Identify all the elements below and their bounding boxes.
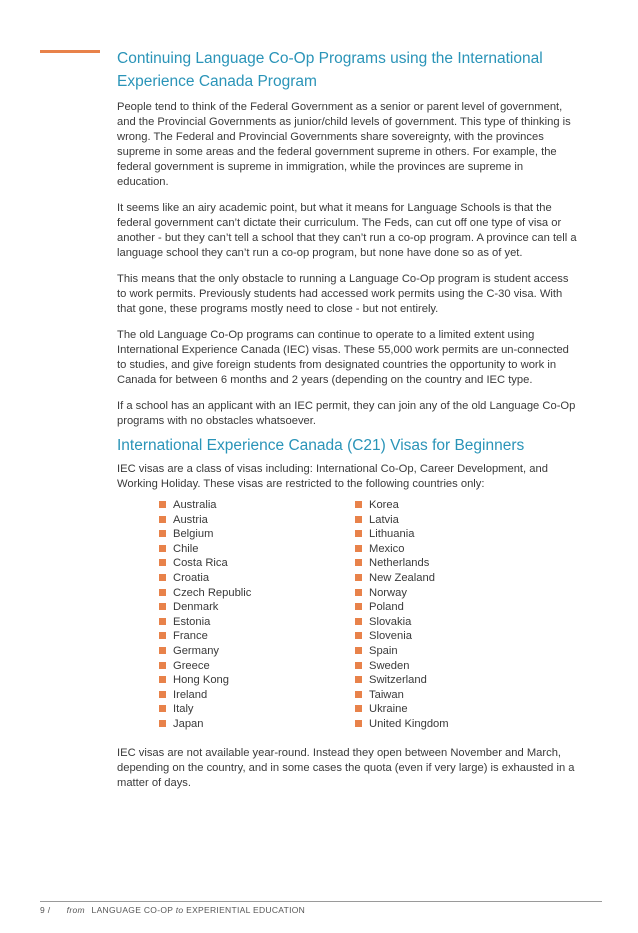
square-bullet-icon bbox=[159, 720, 166, 727]
square-bullet-icon bbox=[355, 501, 362, 508]
country-name: Czech Republic bbox=[173, 586, 252, 599]
country-name: Poland bbox=[369, 601, 404, 614]
paragraph: People tend to think of the Federal Government as a senior or parent level of government, and the Provincial Governments as junior/child levels of government. This type of thinking is wrong. The Federal and Provincial Governments share sovereignty, with the provinces supreme in some areas and the federal government supreme in others. For example, the federal government is supreme in immigration, while the provinces are supreme in education. bbox=[117, 101, 571, 188]
country-item bbox=[159, 498, 355, 513]
footer-to: to bbox=[175, 905, 184, 915]
square-bullet-icon bbox=[355, 559, 362, 566]
country-name: Taiwan bbox=[369, 688, 404, 701]
country-item bbox=[355, 644, 551, 659]
country-item bbox=[355, 673, 551, 688]
square-bullet-icon bbox=[355, 632, 362, 639]
country-item bbox=[355, 688, 551, 703]
square-bullet-icon bbox=[355, 705, 362, 712]
paragraph: If a school has an applicant with an IEC permit, they can join any of the old Language Co-Op programs with no obstacles whatsoever. bbox=[117, 400, 576, 427]
square-bullet-icon bbox=[159, 618, 166, 625]
paragraph: IEC visas are not available year-round. Instead they open between November and March, depending on the country, and in some cases the quota (even if very large) is exhausted in a matter of days. bbox=[117, 746, 575, 789]
section-heading-coop: Continuing Language Co-Op Programs using the International Experience Canada Program bbox=[117, 50, 543, 90]
square-bullet-icon bbox=[355, 662, 362, 669]
square-bullet-icon bbox=[355, 618, 362, 625]
country-name: Ireland bbox=[173, 688, 208, 701]
square-bullet-icon bbox=[159, 574, 166, 581]
country-item bbox=[159, 659, 355, 674]
country-item bbox=[159, 600, 355, 615]
country-column-left bbox=[159, 498, 355, 732]
square-bullet-icon bbox=[159, 530, 166, 537]
country-item bbox=[355, 513, 551, 528]
country-item bbox=[159, 527, 355, 542]
country-item bbox=[159, 615, 355, 630]
square-bullet-icon bbox=[355, 530, 362, 537]
country-name: Hong Kong bbox=[173, 674, 229, 687]
square-bullet-icon bbox=[159, 691, 166, 698]
country-item bbox=[159, 688, 355, 703]
country-name: Norway bbox=[369, 586, 407, 599]
country-name: Italy bbox=[173, 703, 194, 716]
country-item bbox=[159, 571, 355, 586]
country-name: Belgium bbox=[173, 528, 214, 541]
square-bullet-icon bbox=[355, 603, 362, 610]
country-item bbox=[355, 629, 551, 644]
square-bullet-icon bbox=[159, 647, 166, 654]
country-name: Switzerland bbox=[369, 674, 427, 687]
footer-from: from bbox=[66, 905, 85, 915]
country-item bbox=[159, 717, 355, 732]
page-number: 9 / bbox=[40, 905, 51, 915]
square-bullet-icon bbox=[355, 516, 362, 523]
country-name: Australia bbox=[173, 499, 217, 511]
section-heading-iec: International Experience Canada (C21) Visas for Beginners bbox=[117, 437, 525, 454]
country-name: Netherlands bbox=[369, 557, 430, 570]
square-bullet-icon bbox=[159, 676, 166, 683]
country-name: Denmark bbox=[173, 601, 219, 614]
paragraph: IEC visas are a class of visas including: International Co-Op, Career Development, and Working Holiday. These visas are restricted to the following countries only: bbox=[117, 463, 548, 490]
country-item bbox=[355, 498, 551, 513]
footer-title-part2: EXPERIENTIAL EDUCATION bbox=[186, 905, 306, 915]
country-name: United Kingdom bbox=[369, 717, 449, 730]
country-name: Latvia bbox=[369, 513, 399, 526]
square-bullet-icon bbox=[159, 545, 166, 552]
country-item bbox=[159, 673, 355, 688]
country-name: Chile bbox=[173, 542, 199, 555]
square-bullet-icon bbox=[355, 676, 362, 683]
country-item bbox=[355, 659, 551, 674]
paragraph: The old Language Co-Op programs can continue to operate to a limited extent using International Experience Canada (IEC) visas. These 55,000 work permits are un-connected to studies, and give foreign students from designated countries the opportunity to work in Canada for between 6 months and 2 years (depending on the country and IEC type. bbox=[117, 329, 569, 386]
country-item bbox=[159, 556, 355, 571]
square-bullet-icon bbox=[355, 720, 362, 727]
square-bullet-icon bbox=[159, 501, 166, 508]
country-item bbox=[355, 702, 551, 717]
accent-rule bbox=[40, 50, 100, 53]
footer-divider bbox=[40, 901, 602, 902]
country-list bbox=[159, 498, 577, 732]
country-name: Slovakia bbox=[369, 615, 412, 628]
square-bullet-icon bbox=[159, 705, 166, 712]
square-bullet-icon bbox=[159, 559, 166, 566]
square-bullet-icon bbox=[159, 603, 166, 610]
country-name: France bbox=[173, 630, 208, 643]
square-bullet-icon bbox=[355, 691, 362, 698]
square-bullet-icon bbox=[355, 574, 362, 581]
country-name: Japan bbox=[173, 717, 204, 730]
square-bullet-icon bbox=[159, 662, 166, 669]
country-name: Lithuania bbox=[369, 528, 415, 541]
country-name: Greece bbox=[173, 659, 210, 672]
country-name: Slovenia bbox=[369, 630, 412, 643]
country-column-right bbox=[355, 498, 551, 732]
country-name: Estonia bbox=[173, 615, 211, 628]
paragraph: This means that the only obstacle to running a Language Co-Op program is student access to work permits. Previously students had accessed work permits using the C-30 visa. With that gone, these programs mostly need to close - but not entirely. bbox=[117, 273, 569, 315]
country-item bbox=[355, 600, 551, 615]
country-item bbox=[159, 513, 355, 528]
country-name: Croatia bbox=[173, 571, 210, 584]
country-name: Mexico bbox=[369, 542, 405, 555]
country-item bbox=[159, 542, 355, 557]
country-name: Costa Rica bbox=[173, 557, 228, 570]
country-name: Korea bbox=[369, 499, 399, 511]
country-item bbox=[355, 586, 551, 601]
footer-title-part1: LANGUAGE CO-OP bbox=[91, 905, 174, 915]
country-item bbox=[355, 542, 551, 557]
country-item bbox=[159, 629, 355, 644]
footer bbox=[40, 905, 305, 915]
square-bullet-icon bbox=[159, 632, 166, 639]
country-item bbox=[159, 644, 355, 659]
paragraph: It seems like an airy academic point, but what it means for Language Schools is that the federal government can’t dictate their curriculum. The Feds, can cut off one type of visa or another - but they can’t tell a school that they can’t run a co-op program. A province can tell a language school they can’t run a co-op program, but none have done so as of yet. bbox=[117, 202, 577, 259]
square-bullet-icon bbox=[159, 589, 166, 596]
square-bullet-icon bbox=[355, 545, 362, 552]
country-name: Austria bbox=[173, 513, 208, 526]
country-name: New Zealand bbox=[369, 571, 435, 584]
country-item bbox=[355, 571, 551, 586]
country-name: Spain bbox=[369, 644, 398, 657]
square-bullet-icon bbox=[159, 516, 166, 523]
country-item bbox=[355, 717, 551, 732]
country-item bbox=[355, 615, 551, 630]
country-name: Sweden bbox=[369, 659, 410, 672]
country-item bbox=[159, 586, 355, 601]
country-item bbox=[355, 556, 551, 571]
country-item bbox=[159, 702, 355, 717]
page-content bbox=[117, 47, 577, 802]
square-bullet-icon bbox=[355, 589, 362, 596]
square-bullet-icon bbox=[355, 647, 362, 654]
country-item bbox=[355, 527, 551, 542]
country-name: Germany bbox=[173, 644, 220, 657]
country-name: Ukraine bbox=[369, 703, 408, 716]
